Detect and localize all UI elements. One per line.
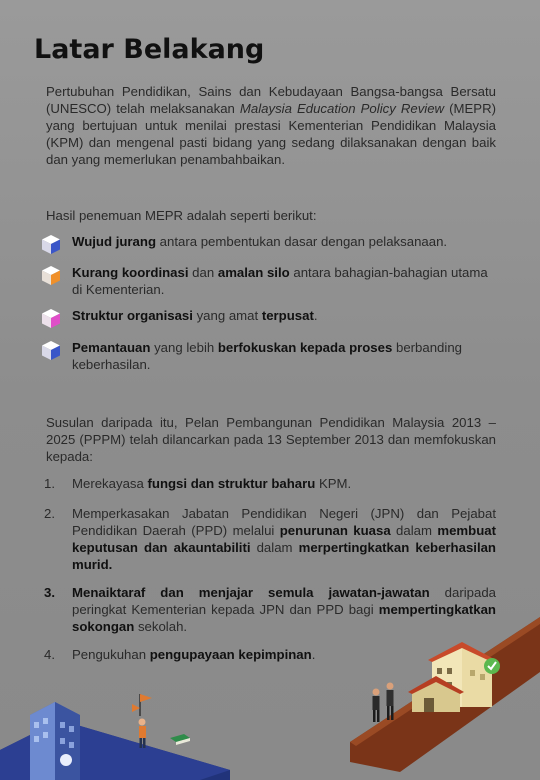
- list-item: Struktur organisasi yang amat terpusat.: [40, 307, 500, 329]
- item-number: 2.: [44, 506, 55, 521]
- item-number: 3.: [44, 585, 55, 600]
- list-item: 1. Merekayasa fungsi dan struktur baharu KPM.: [44, 476, 352, 491]
- cube-icon: [40, 264, 62, 286]
- check-badge-icon: [484, 658, 500, 674]
- office-building: [30, 702, 80, 780]
- findings-lead: Hasil penemuan MEPR adalah seperti berikut:: [46, 208, 317, 223]
- cube-icon: [40, 307, 62, 329]
- list-item: Wujud jurang antara pembentukan dasar dengan pelaksanaan.: [40, 233, 500, 255]
- flag-icon: [132, 694, 152, 716]
- cube-icon: [40, 233, 62, 255]
- list-item: 3. Menaiktaraf dan menjajar semula jawatan-jawatan daripada peringkat Kementerian kepada JPN dan PPD bagi mempertingkatkan sokongan sekolah.: [44, 585, 497, 634]
- building-illustration-left: [0, 680, 240, 780]
- list-item: Kurang koordinasi dan amalan silo antara bahagian-bahagian utama di Kementerian.: [40, 264, 500, 298]
- plan-lead: Susulan daripada itu, Pelan Pembangunan Pendidikan Malaysia 2013 – 2025 (PPPM) telah dilancarkan pada 13 September 2013 dan memfokuskan kepada:: [46, 415, 496, 464]
- school-illustration-right: [340, 612, 540, 780]
- book-icon: [170, 734, 190, 745]
- item-number: 4.: [44, 647, 55, 662]
- item-number: 1.: [44, 476, 55, 491]
- page-title: Latar Belakang: [34, 34, 265, 65]
- list-item: 4. Pengukuhan pengupayaan kepimpinan.: [44, 647, 316, 662]
- cube-icon: [40, 339, 62, 361]
- intro-paragraph: Pertubuhan Pendidikan, Sains dan Kebudayaan Bangsa-bangsa Bersatu (UNESCO) telah melaksanakan Malaysia Education Policy Review (MEPR) yang bertujuan untuk menilai prestasi Kementerian Pendidikan Malaysia (KPM) dan mengenal pasti bidang yang sedang dilaksanakan dengan baik dan yang memerlukan penambahbaikan.: [46, 84, 496, 167]
- list-item: 2. Memperkasakan Jabatan Pendidikan Negeri (JPN) dan Pejabat Pendidikan Daerah (PPD) melalui penurunan kuasa dalam membuat keputusan dan akauntabiliti dalam merpertingkatkan keberhasilan murid.: [44, 506, 496, 572]
- list-item: Pemantauan yang lebih berfokuskan kepada proses berbanding keberhasilan.: [40, 339, 500, 373]
- school-building: [408, 642, 496, 712]
- person-figure: [139, 719, 147, 749]
